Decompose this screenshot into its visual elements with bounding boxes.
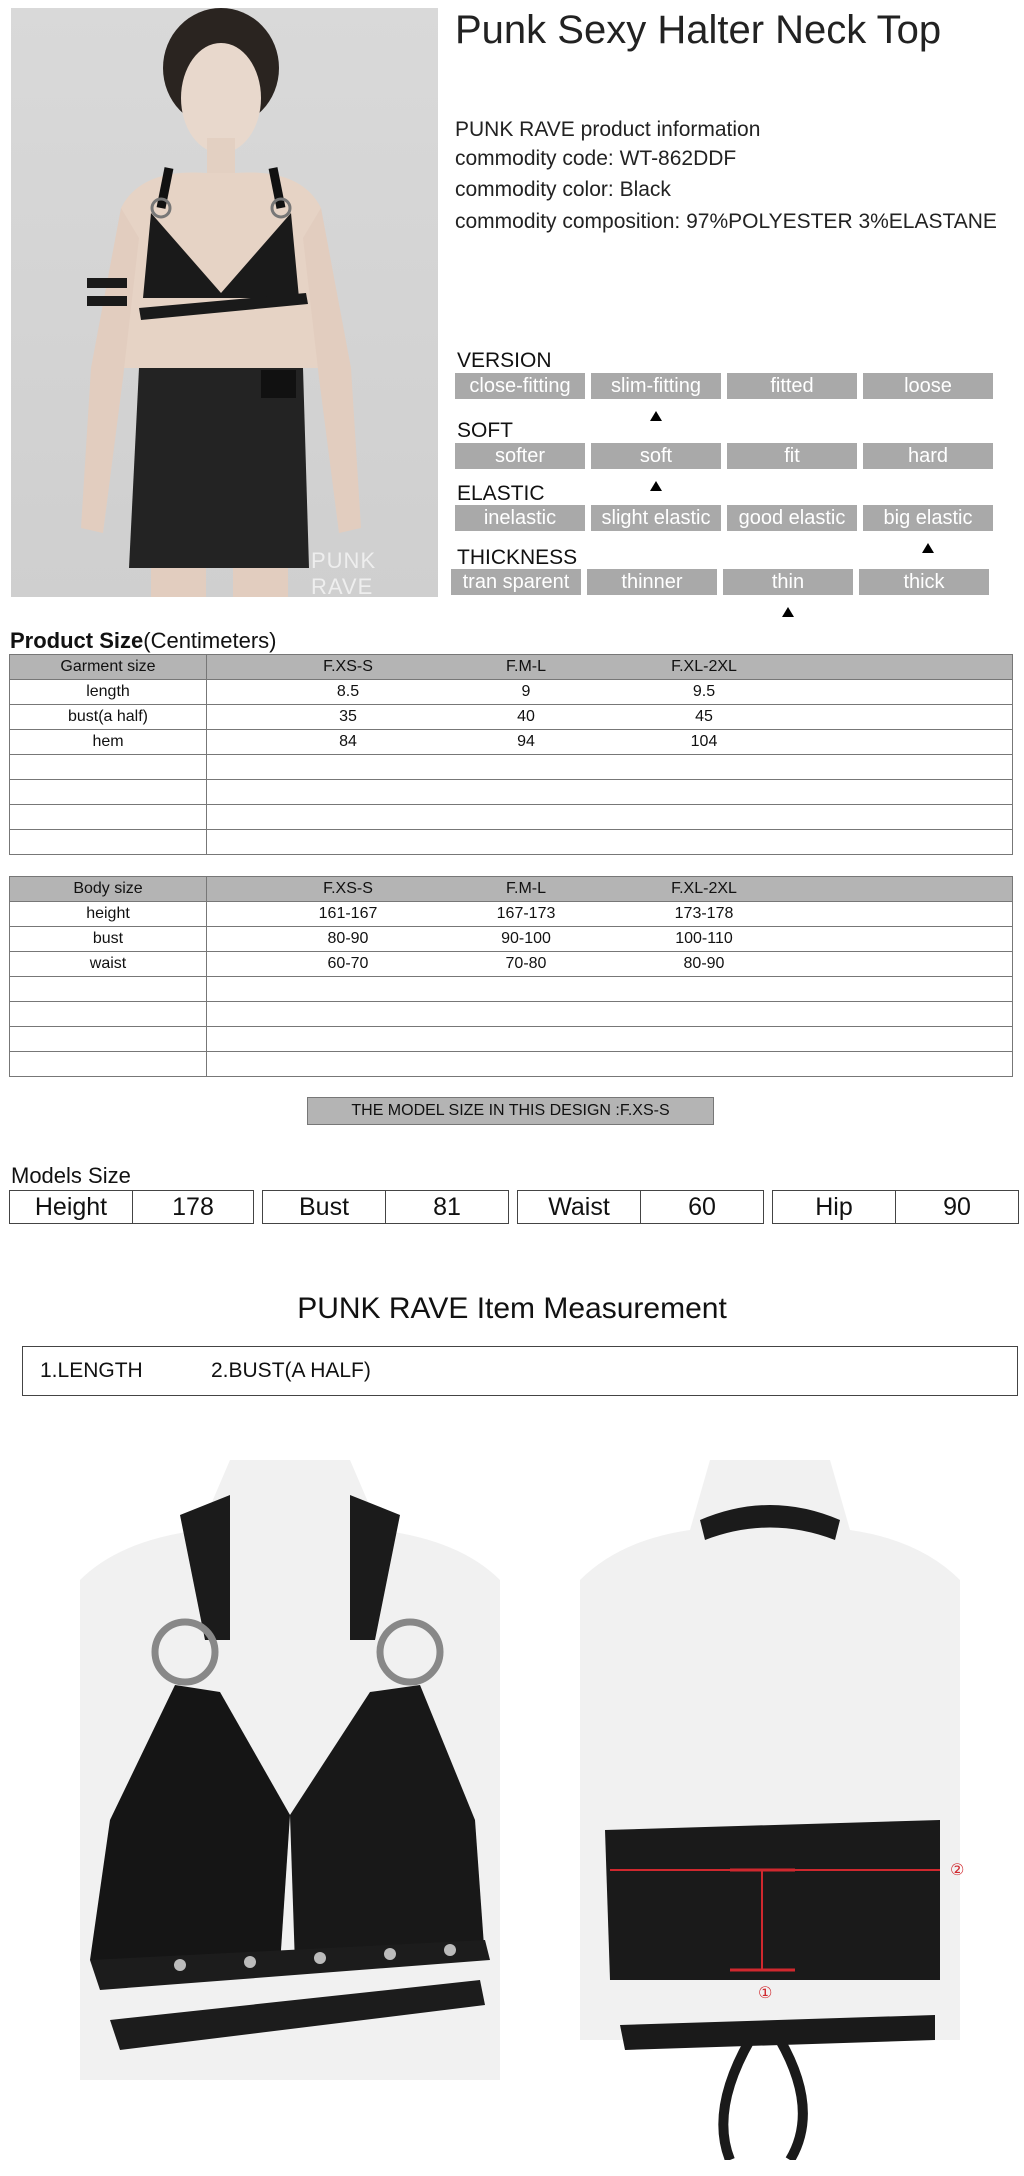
color-value: Black bbox=[619, 178, 671, 201]
scale-version bbox=[455, 373, 993, 399]
scale-option: hard bbox=[863, 443, 993, 469]
color-label: commodity color: bbox=[455, 178, 614, 201]
scale-option: close-fitting bbox=[455, 373, 585, 399]
scale-option: soft bbox=[591, 443, 721, 469]
row-values bbox=[207, 952, 1013, 977]
model-stat-value: 60 bbox=[640, 1191, 763, 1223]
size-header: F.M-L bbox=[506, 880, 546, 897]
scale-thickness-label: THICKNESS bbox=[457, 546, 578, 569]
table-cell: 45 bbox=[695, 708, 713, 725]
table-header-row bbox=[10, 655, 1013, 680]
table-header-cell: Body size bbox=[10, 877, 207, 902]
table-row-empty bbox=[10, 830, 1013, 855]
model-stat-label: Hip bbox=[815, 1193, 853, 1221]
scale-option: fitted bbox=[727, 373, 857, 399]
model-stat-value: 81 bbox=[385, 1191, 508, 1223]
selected-marker-icon bbox=[650, 411, 662, 421]
row-label: height bbox=[10, 902, 207, 927]
table-row bbox=[10, 927, 1013, 952]
table-row-empty bbox=[10, 977, 1013, 1002]
table-cell: 8.5 bbox=[336, 683, 360, 700]
table-cell: 161-167 bbox=[318, 905, 378, 922]
scale-option: good elastic bbox=[727, 505, 857, 531]
marker-length: ① bbox=[758, 1983, 773, 2002]
selected-marker-icon bbox=[922, 543, 934, 553]
product-front-photo bbox=[80, 1460, 500, 2080]
measurement-legend bbox=[22, 1346, 1018, 1396]
table-cell: 100-110 bbox=[675, 930, 733, 947]
model-waist bbox=[517, 1190, 764, 1224]
size-header: F.XL-2XL bbox=[671, 880, 737, 897]
row-values bbox=[207, 730, 1013, 755]
table-row-empty bbox=[10, 1002, 1013, 1027]
photo-watermark: PUNK RAVE bbox=[311, 548, 377, 597]
model-size-note: THE MODEL SIZE IN THIS DESIGN :F.XS-S bbox=[307, 1097, 714, 1125]
model-photo bbox=[11, 8, 438, 597]
size-header: F.XL-2XL bbox=[671, 658, 737, 675]
scale-option: thin bbox=[723, 569, 853, 595]
selected-marker-icon bbox=[650, 481, 662, 491]
scale-option: tran sparent bbox=[451, 569, 581, 595]
body-size-table bbox=[9, 876, 1013, 1077]
code-value: WT-862DDF bbox=[619, 147, 737, 170]
row-label: bust bbox=[10, 927, 207, 952]
table-row-empty bbox=[10, 805, 1013, 830]
scale-thickness bbox=[451, 569, 989, 595]
model-hip bbox=[772, 1190, 1019, 1224]
model-stat-label: Bust bbox=[298, 1193, 350, 1221]
table-row-empty bbox=[10, 755, 1013, 780]
info-heading: PUNK RAVE product information bbox=[455, 118, 761, 141]
table-row-empty bbox=[10, 780, 1013, 805]
table-cell: 80-90 bbox=[327, 930, 369, 947]
table-header-values bbox=[207, 655, 1013, 680]
table-row bbox=[10, 705, 1013, 730]
product-title: Punk Sexy Halter Neck Top bbox=[455, 8, 942, 52]
size-header: F.XS-S bbox=[323, 658, 373, 675]
front-top-figure bbox=[80, 1460, 500, 2080]
scale-soft-label: SOFT bbox=[457, 419, 513, 442]
garment-size-table bbox=[9, 654, 1013, 855]
table-row bbox=[10, 902, 1013, 927]
row-values bbox=[207, 927, 1013, 952]
scale-option: thinner bbox=[587, 569, 717, 595]
measurement-item-bust: 2.BUST(A HALF) bbox=[211, 1359, 371, 1382]
table-header-values bbox=[207, 877, 1013, 902]
scale-version-label: VERSION bbox=[457, 349, 552, 372]
table-header-row bbox=[10, 877, 1013, 902]
product-size-unit: (Centimeters) bbox=[143, 628, 277, 653]
scale-option: slim-fitting bbox=[591, 373, 721, 399]
measurement-item-length: 1.LENGTH bbox=[40, 1359, 143, 1382]
table-row bbox=[10, 952, 1013, 977]
marker-bust: ② bbox=[950, 1860, 965, 1879]
scale-option: softer bbox=[455, 443, 585, 469]
table-cell: 40 bbox=[517, 708, 535, 725]
scale-option: inelastic bbox=[455, 505, 585, 531]
composition-value: 97%POLYESTER 3%ELASTANE bbox=[686, 210, 997, 233]
row-values bbox=[207, 705, 1013, 730]
scale-option: slight elastic bbox=[591, 505, 721, 531]
composition-label: commodity composition: bbox=[455, 210, 681, 233]
table-cell: 9.5 bbox=[692, 683, 716, 700]
model-height bbox=[9, 1190, 254, 1224]
product-size-title bbox=[10, 628, 277, 654]
table-cell: 167-173 bbox=[496, 905, 556, 922]
table-cell: 70-80 bbox=[505, 955, 547, 972]
model-stat-label: Waist bbox=[548, 1193, 610, 1221]
table-row-empty bbox=[10, 1052, 1013, 1077]
model-figure bbox=[11, 8, 438, 597]
row-label: length bbox=[10, 680, 207, 705]
selected-marker-icon bbox=[782, 607, 794, 617]
table-cell: 35 bbox=[339, 708, 357, 725]
table-cell: 94 bbox=[517, 733, 535, 750]
row-label: waist bbox=[10, 952, 207, 977]
product-size-heading: Product Size bbox=[10, 628, 144, 653]
scale-elastic bbox=[455, 505, 993, 531]
table-cell: 80-90 bbox=[683, 955, 725, 972]
model-stat-label: Height bbox=[34, 1193, 108, 1221]
scale-option: fit bbox=[727, 443, 857, 469]
table-row bbox=[10, 680, 1013, 705]
models-size-row bbox=[9, 1190, 1019, 1224]
model-bust bbox=[262, 1190, 509, 1224]
models-size-title: Models Size bbox=[11, 1163, 131, 1188]
size-header: F.M-L bbox=[506, 658, 546, 675]
table-header-cell: Garment size bbox=[10, 655, 207, 680]
back-top-figure bbox=[580, 1460, 980, 2160]
row-label: hem bbox=[10, 730, 207, 755]
measurement-title: PUNK RAVE Item Measurement bbox=[297, 1292, 727, 1325]
commodity-color bbox=[455, 178, 671, 202]
scale-option: loose bbox=[863, 373, 993, 399]
table-cell: 90-100 bbox=[501, 930, 551, 947]
scale-soft bbox=[455, 443, 993, 469]
scale-option: big elastic bbox=[863, 505, 993, 531]
scale-elastic-label: ELASTIC bbox=[457, 482, 545, 505]
row-values bbox=[207, 902, 1013, 927]
table-row-empty bbox=[10, 1027, 1013, 1052]
commodity-code bbox=[455, 147, 736, 171]
table-row bbox=[10, 730, 1013, 755]
table-cell: 173-178 bbox=[674, 905, 734, 922]
row-label: bust(a half) bbox=[10, 705, 207, 730]
size-header: F.XS-S bbox=[323, 880, 373, 897]
table-cell: 104 bbox=[690, 733, 718, 750]
model-stat-value: 178 bbox=[132, 1191, 253, 1223]
model-stat-value: 90 bbox=[895, 1191, 1018, 1223]
product-back-photo bbox=[580, 1460, 980, 2160]
table-cell: 84 bbox=[339, 733, 357, 750]
row-values bbox=[207, 680, 1013, 705]
code-label: commodity code: bbox=[455, 147, 614, 170]
scale-option: thick bbox=[859, 569, 989, 595]
table-cell: 60-70 bbox=[327, 955, 369, 972]
commodity-composition bbox=[455, 210, 997, 234]
table-cell: 9 bbox=[521, 683, 531, 700]
